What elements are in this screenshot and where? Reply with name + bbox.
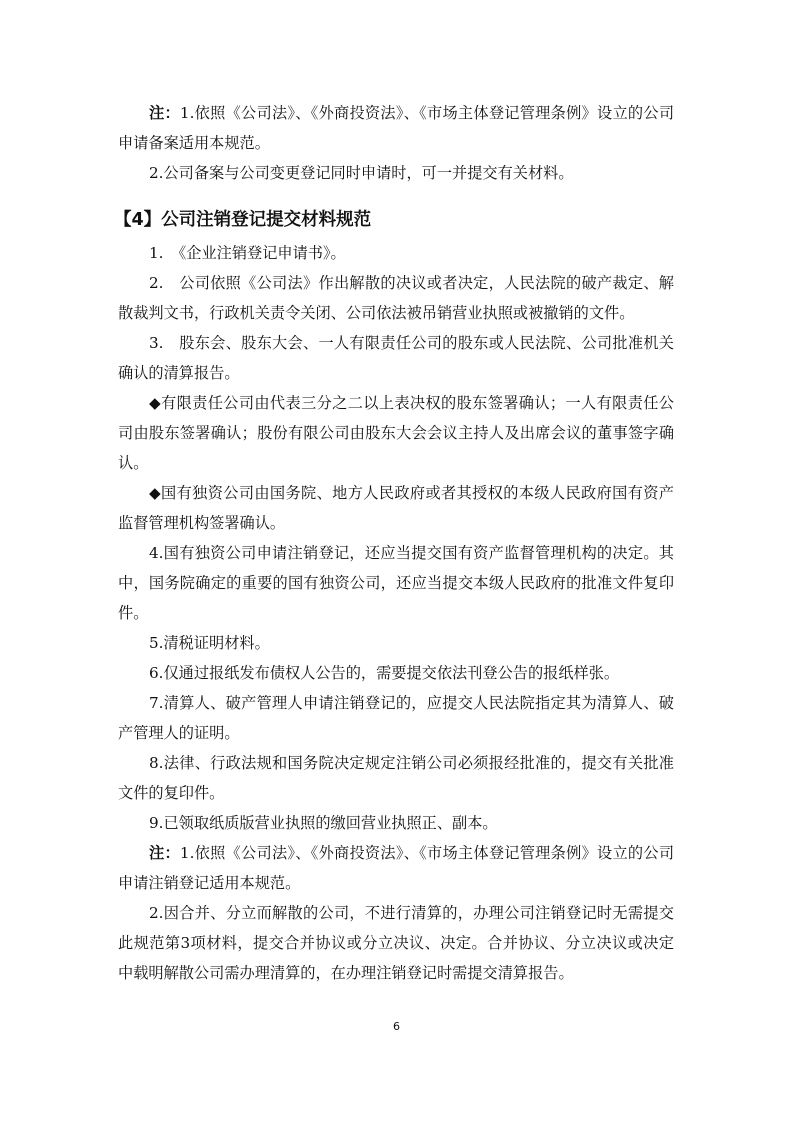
page-number: 6 [393, 1020, 400, 1033]
list-item: 6.仅通过报纸发布债权人公告的，需要提交依法刊登公告的报纸样张。 [149, 664, 620, 682]
list-item: 9.已领取纸质版营业执照的缴回营业执照正、副本。 [149, 814, 498, 832]
list-item: 7.清算人、破产管理人申请注销登记的，应提交人民法院指定其为清算人、破产管理人的证明。 [118, 694, 674, 742]
page-content [114, 98, 675, 988]
list-item: 5.清税证明材料。 [149, 634, 270, 652]
note-label: 注： [149, 104, 180, 122]
note-1-paragraph-1 [118, 98, 674, 158]
section-heading: 【4】公司注销登记提交材料规范 [114, 210, 372, 230]
note-label: 注： [149, 844, 180, 862]
list-item: ◆国有独资公司由国务院、地方人民政府或者其授权的本级人民政府国有资产监督管理机构签署确认。 [118, 484, 674, 532]
note-2-paragraph-2: 2.因合并、分立而解散的公司，不进行清算的，办理公司注销登记时无需提交此规范第3项材料，提交合并协议或分立决议、决定。合并协议、分立决议或决定中载明解散公司需办理清算的，在办理注销登记时需提交清算报告。 [118, 904, 674, 982]
note-2-paragraph-1 [118, 838, 674, 898]
list-item: 8.法律、行政法规和国务院决定规定注销公司必须报经批准的，提交有关批准文件的复印件。 [118, 754, 674, 802]
note-1-paragraph-2: 2.公司备案与公司变更登记同时申请时，可一并提交有关材料。 [149, 164, 574, 182]
note-text: 1.依照《公司法》、《外商投资法》、《市场主体登记管理条例》设立的公司申请注销登记适用本规范。 [118, 844, 675, 892]
list-item: 3. 股东会、股东大会、一人有限责任公司的股东或人民法院、公司批准机关确认的清算报告。 [118, 334, 674, 382]
list-item: ◆有限责任公司由代表三分之二以上表决权的股东签署确认；一人有限责任公司由股东签署确认；股份有限公司由股东大会会议主持人及出席会议的董事签字确认。 [118, 394, 674, 472]
list-item: 4.国有独资公司申请注销登记，还应当提交国有资产监督管理机构的决定。其中，国务院确定的重要的国有独资公司，还应当提交本级人民政府的批准文件复印件。 [118, 544, 674, 622]
list-item: 1. 《企业注销登记申请书》。 [149, 244, 346, 262]
note-text: 1.依照《公司法》、《外商投资法》、《市场主体登记管理条例》设立的公司申请备案适用本规范。 [118, 104, 675, 152]
list-item: 2. 公司依照《公司法》作出解散的决议或者决定，人民法院的破产裁定、解散裁判文书，行政机关责令关闭、公司依法被吊销营业执照或被撤销的文件。 [118, 274, 674, 322]
